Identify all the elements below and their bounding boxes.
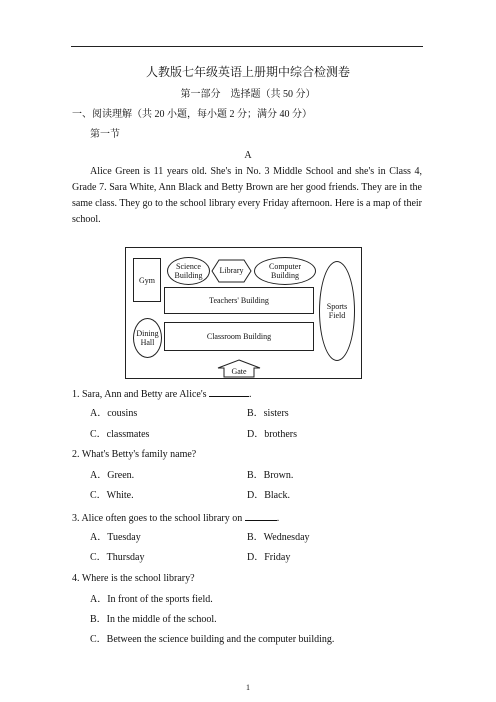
science-building-oval bbox=[167, 257, 210, 285]
computer-building-oval bbox=[254, 257, 316, 285]
q1-option-c[interactable]: C．classmates bbox=[90, 429, 150, 440]
sports-label-line2: Field bbox=[328, 311, 346, 320]
question-3-end: . bbox=[276, 513, 280, 524]
q3-option-b[interactable]: B．Wednesday bbox=[247, 532, 310, 543]
q4-option-a[interactable]: A．In front of the sports field. bbox=[90, 594, 213, 605]
dining-label-line2: Hall bbox=[140, 338, 155, 347]
q1-option-a[interactable]: A．cousins bbox=[90, 408, 138, 419]
teachers-label: Teachers' Building bbox=[209, 296, 269, 305]
q4-option-c[interactable]: C．Between the science building and the computer building. bbox=[90, 634, 335, 645]
gym-box bbox=[133, 258, 161, 302]
answer-blank-1[interactable] bbox=[209, 387, 249, 397]
teachers-building-box bbox=[164, 287, 314, 314]
part-heading: 第一部分 选择题（共 50 分） bbox=[180, 89, 316, 100]
q1-option-d[interactable]: D．brothers bbox=[247, 429, 297, 440]
classroom-label: Classroom Building bbox=[206, 332, 272, 341]
q3-option-c[interactable]: C．Thursday bbox=[90, 552, 145, 563]
dining-hall-oval bbox=[133, 318, 162, 358]
question-3 bbox=[72, 511, 279, 525]
question-1-end: . bbox=[249, 389, 252, 400]
passage-text: Alice Green is 11 years old. She's in No. 3 Middle School and she's in Class 4, Grade 7. Sara White, Ann Black and Betty Brown are her good friends. They are in the same class. They go to the school library every Friday afternoon. Here is a map of their school. bbox=[72, 166, 422, 225]
passage-letter: A bbox=[244, 150, 252, 161]
school-map bbox=[125, 247, 362, 379]
section-heading: 一、阅读理解（共 20 小题，每小题 2 分；满分 40 分） bbox=[72, 109, 312, 120]
science-label-line2: Building bbox=[174, 271, 203, 280]
library-label: Library bbox=[219, 266, 244, 275]
subsection-heading: 第一节 bbox=[90, 129, 120, 140]
science-label-line1: Science bbox=[176, 262, 201, 271]
q2-option-a[interactable]: A．Green. bbox=[90, 470, 135, 481]
question-3-stem: 3. Alice often goes to the school library on bbox=[72, 513, 243, 524]
page-number: 1 bbox=[246, 683, 250, 692]
q1-option-b[interactable]: B．sisters bbox=[247, 408, 289, 419]
q2-option-b[interactable]: B．Brown. bbox=[247, 470, 294, 481]
q3-option-a[interactable]: A．Tuesday bbox=[90, 532, 141, 543]
computer-label-line2: Building bbox=[270, 271, 299, 280]
top-rule bbox=[71, 46, 423, 47]
sports-label-line1: Sports bbox=[326, 302, 348, 311]
question-1 bbox=[72, 387, 252, 401]
classroom-building-box bbox=[164, 322, 314, 351]
gate-label: Gate bbox=[231, 367, 247, 376]
dining-label-line1: Dining bbox=[136, 329, 159, 338]
q4-option-b[interactable]: B．In the middle of the school. bbox=[90, 614, 217, 625]
gym-label: Gym bbox=[139, 275, 155, 285]
gate-arrow bbox=[217, 359, 261, 378]
q2-option-c[interactable]: C．White. bbox=[90, 490, 134, 501]
library-hexagon bbox=[211, 259, 252, 283]
sports-field-oval bbox=[319, 261, 355, 361]
document-title: 人教版七年级英语上册期中综合检测卷 bbox=[145, 65, 350, 79]
question-1-stem: 1. Sara, Ann and Betty are Alice's bbox=[72, 389, 207, 400]
computer-label-line1: Computer bbox=[269, 262, 301, 271]
q3-option-d[interactable]: D．Friday bbox=[247, 552, 291, 563]
answer-blank-3[interactable] bbox=[245, 511, 277, 521]
question-2: 2. What's Betty's family name? bbox=[72, 449, 197, 460]
question-4: 4. Where is the school library? bbox=[72, 573, 195, 584]
q2-option-d[interactable]: D．Black. bbox=[247, 490, 291, 501]
